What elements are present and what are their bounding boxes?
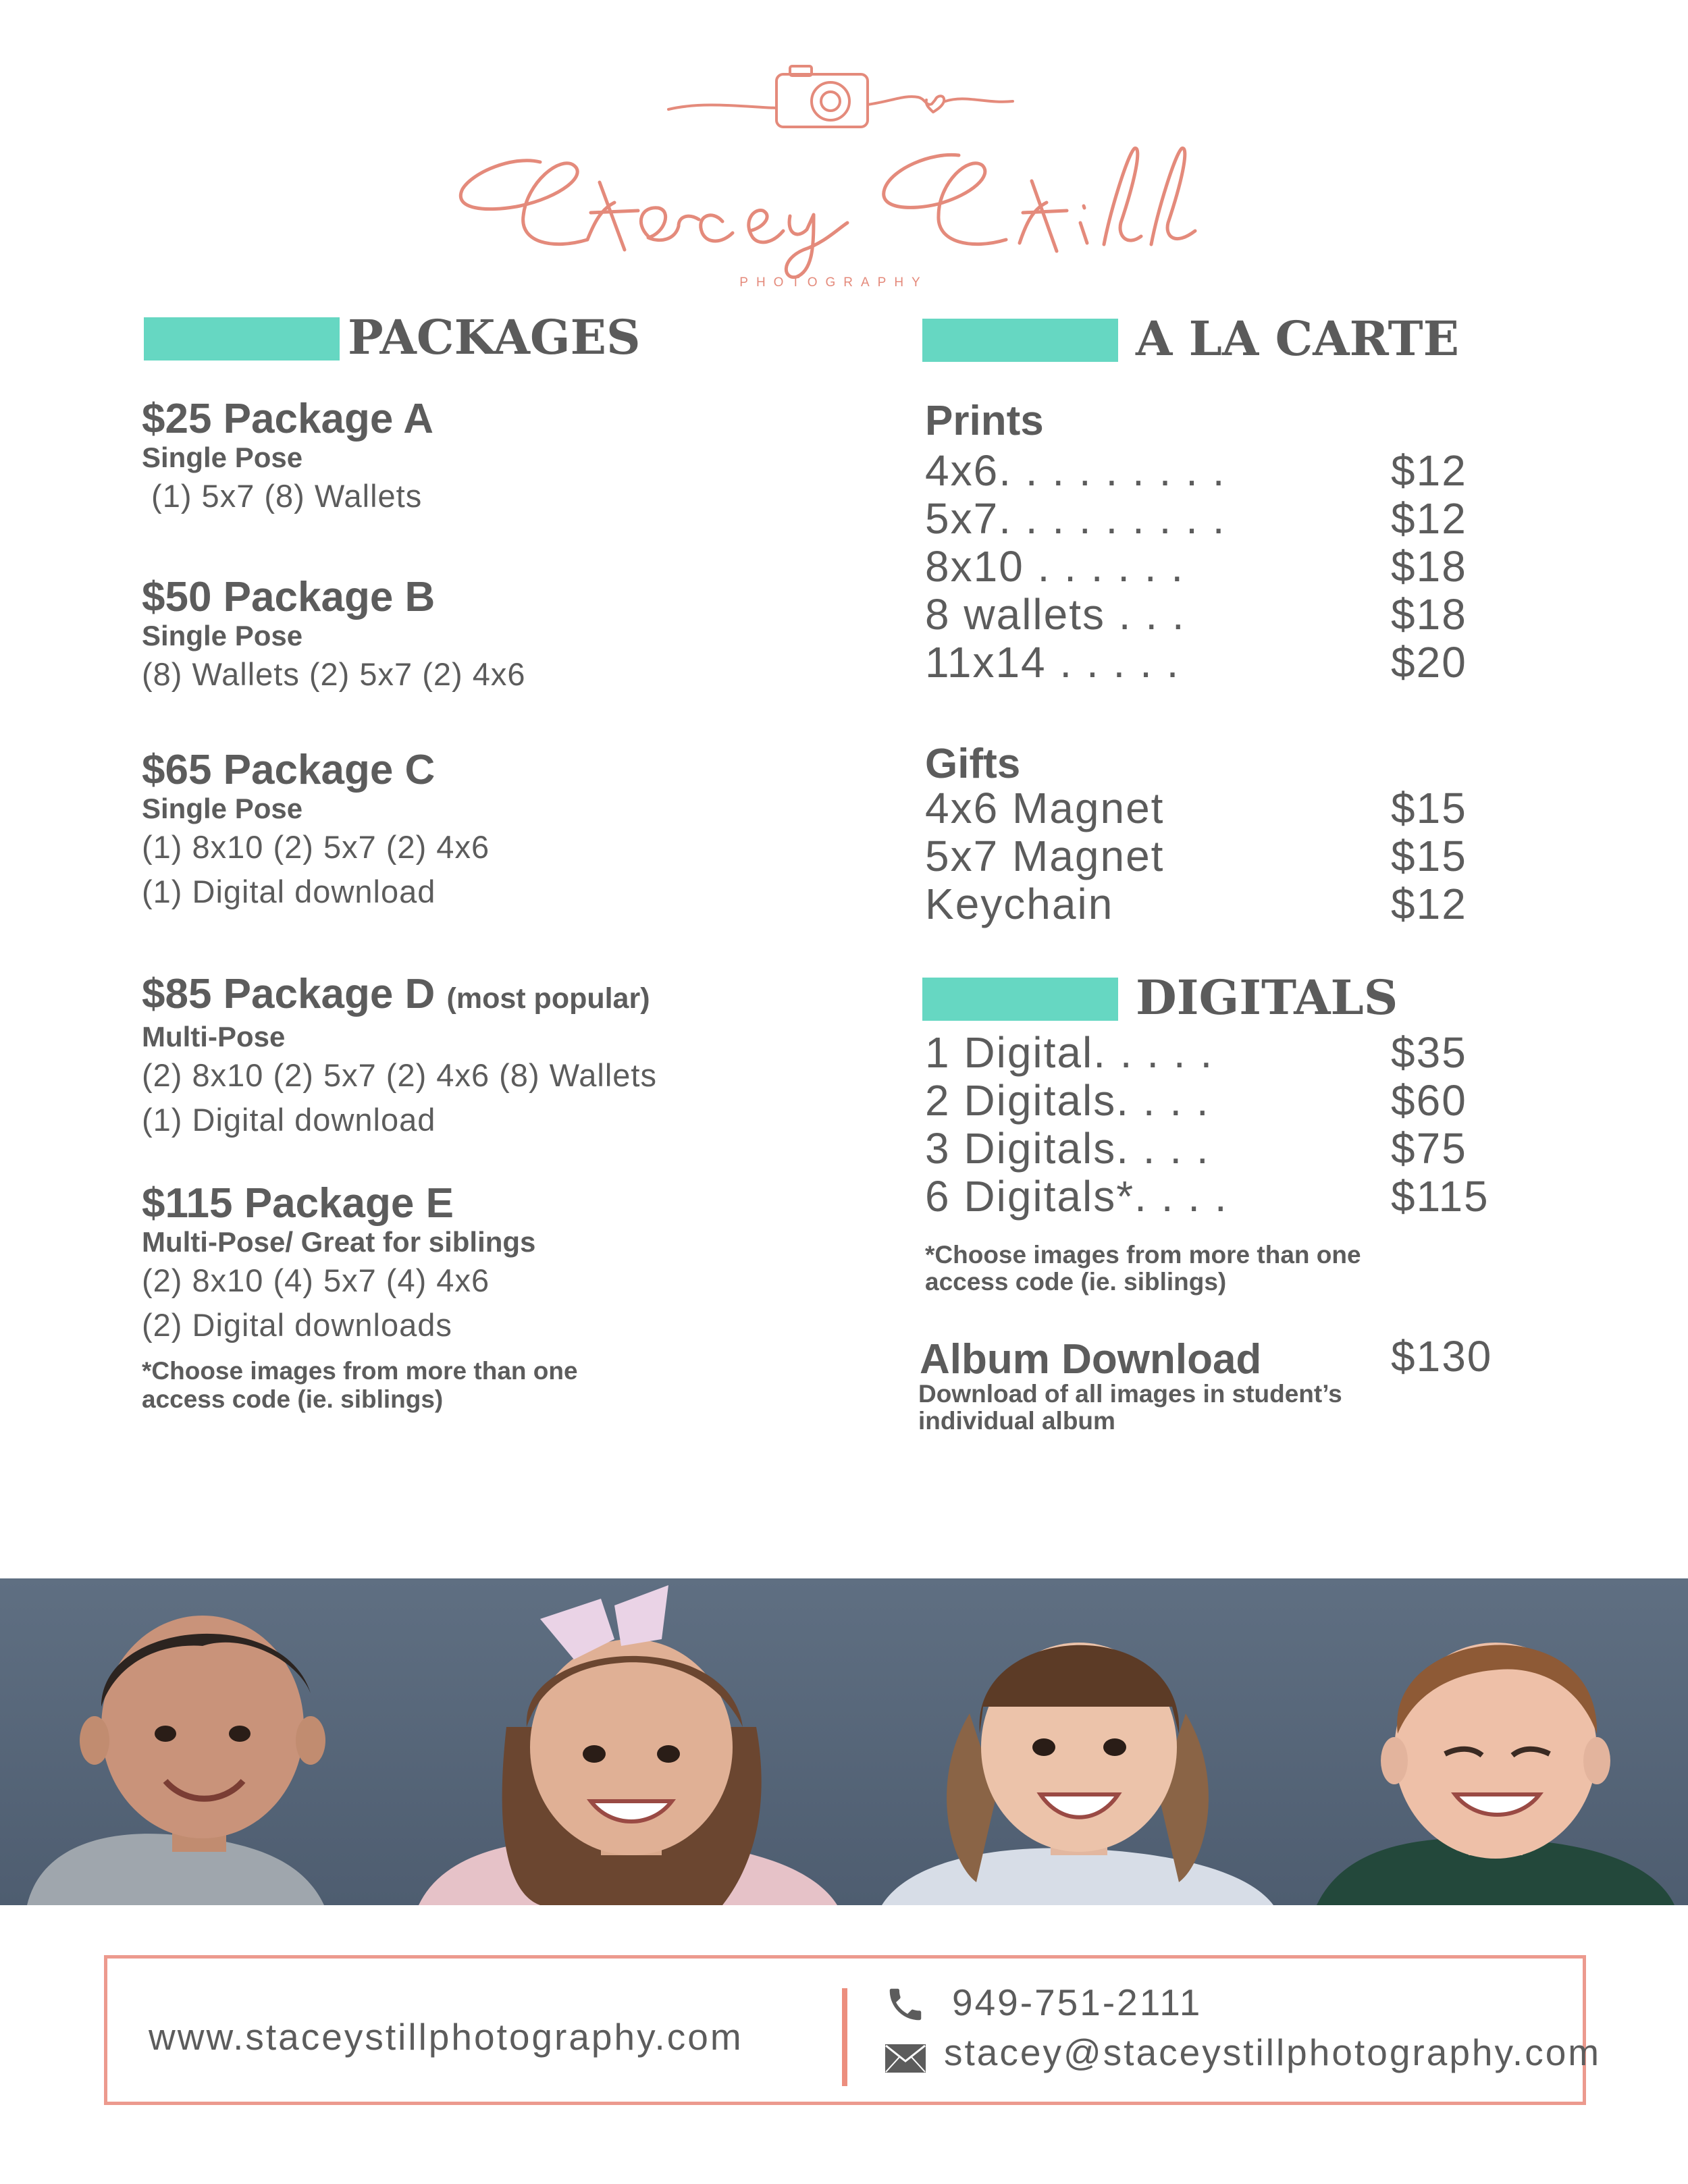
a-la-carte-header [922,311,1530,367]
item-price: $15 [1391,832,1467,880]
package-title: $25 Package A [142,396,434,442]
package-title-text: $85 Package D [142,971,436,1017]
photo-strip [0,1578,1688,1905]
mail-icon [885,2044,926,2073]
package-e [142,1181,851,1414]
package-subtitle: Single Pose [142,620,303,651]
package-subtitle: Single Pose [142,793,303,824]
package-contents: (2) 8x10 (4) 5x7 (4) 4x6 [142,1262,490,1298]
item-label: 4x6. . . . . . . . . [925,446,1226,495]
package-title [142,972,851,1021]
album-download-price: $130 [1391,1332,1493,1381]
item-label: 5x7 Magnet [925,832,1165,880]
package-contents: (1) Digital download [142,1102,436,1138]
item-label: 5x7. . . . . . . . . [925,494,1226,543]
item-label: 4x6 Magnet [925,784,1165,832]
package-contents: (8) Wallets (2) 5x7 (2) 4x6 [142,656,526,692]
package-subtitle: Multi-Pose [142,1021,286,1053]
album-desc-line-1: Download of all images in student’s [918,1380,1342,1408]
a-la-carte-heading: A LA CARTE [1136,311,1459,367]
packages-footnote-line-1: *Choose images from more than one [142,1357,578,1385]
package-a [142,397,851,518]
packages-header [144,309,684,365]
item-price: $18 [1391,542,1467,591]
package-title: $65 Package C [142,747,436,793]
package-c [142,748,851,914]
package-subtitle: Single Pose [142,442,303,473]
package-title: $50 Package B [142,574,436,620]
item-label: 8 wallets . . . [925,590,1186,639]
album-download-title: Album Download [920,1336,1262,1383]
package-contents: (2) Digital downloads [142,1307,452,1343]
package-contents: (1) 5x7 (8) Wallets [142,478,423,514]
package-contents: (2) 8x10 (2) 5x7 (2) 4x6 (8) Wallets [142,1057,657,1093]
item-price: $35 [1391,1028,1467,1077]
portrait-illustration [0,1578,405,1905]
digitals-footnote-line-1: *Choose images from more than one [925,1241,1361,1269]
divider [842,1988,847,2086]
phone-icon [885,1983,926,2025]
item-label: 2 Digitals. . . . [925,1076,1210,1125]
item-price: $60 [1391,1076,1467,1125]
website-link[interactable]: www.staceystillphotography.com [149,2016,743,2058]
accent-bar [922,319,1118,362]
item-price: $18 [1391,590,1467,639]
portrait-photo-boy-1 [0,1578,405,1905]
item-label: 11x14 . . . . . [925,638,1180,687]
package-b [142,575,851,697]
digitals-header [922,969,1530,1026]
portrait-photo-boy-2 [1303,1578,1688,1905]
digitals-list [925,1028,1533,1230]
item-label: 3 Digitals. . . . [925,1124,1210,1173]
package-contents: (1) Digital download [142,874,436,909]
gifts-list [925,783,1533,938]
package-contents: (1) 8x10 (2) 5x7 (2) 4x6 [142,829,490,865]
item-price: $12 [1391,494,1467,543]
portrait-illustration [855,1578,1303,1905]
gifts-title: Gifts [925,741,1021,787]
item-label: 8x10 . . . . . . [925,542,1185,591]
portrait-photo-girl-2 [855,1578,1303,1905]
prints-list [925,446,1533,695]
package-subtitle: Multi-Pose/ Great for siblings [142,1226,536,1258]
package-d [142,972,851,1142]
item-label: 1 Digital. . . . . [925,1028,1214,1077]
email-link[interactable]: stacey@staceystillphotography.com [944,2031,1602,2073]
logo [446,54,1222,297]
packages-footnote-line-2: access code (ie. siblings) [142,1385,444,1413]
camera-heart-icon [446,54,1222,297]
item-price: $75 [1391,1124,1467,1173]
digitals-footnote-line-2: access code (ie. siblings) [925,1268,1227,1296]
item-price: $12 [1391,880,1467,928]
prints-title: Prints [925,398,1044,444]
package-title: $115 Package E [142,1180,454,1227]
item-price: $12 [1391,446,1467,495]
item-label: 6 Digitals*. . . . [925,1172,1228,1221]
portrait-illustration [1303,1578,1688,1905]
item-price: $20 [1391,638,1467,687]
item-price: $115 [1391,1172,1489,1221]
accent-bar [922,978,1118,1021]
digitals-heading: DIGITALS [1136,969,1398,1026]
logo-subtitle: PHOTOGRAPHY [739,275,928,290]
accent-bar [144,317,340,361]
packages-heading: PACKAGES [348,309,641,365]
item-price: $15 [1391,784,1467,832]
album-desc-line-2: individual album [918,1407,1115,1435]
portrait-illustration [405,1578,855,1905]
portrait-photo-girl-1 [405,1578,855,1905]
item-label: Keychain [925,880,1114,928]
phone-number[interactable]: 949-751-2111 [952,1981,1203,2023]
most-popular-note: (most popular) [446,982,650,1015]
